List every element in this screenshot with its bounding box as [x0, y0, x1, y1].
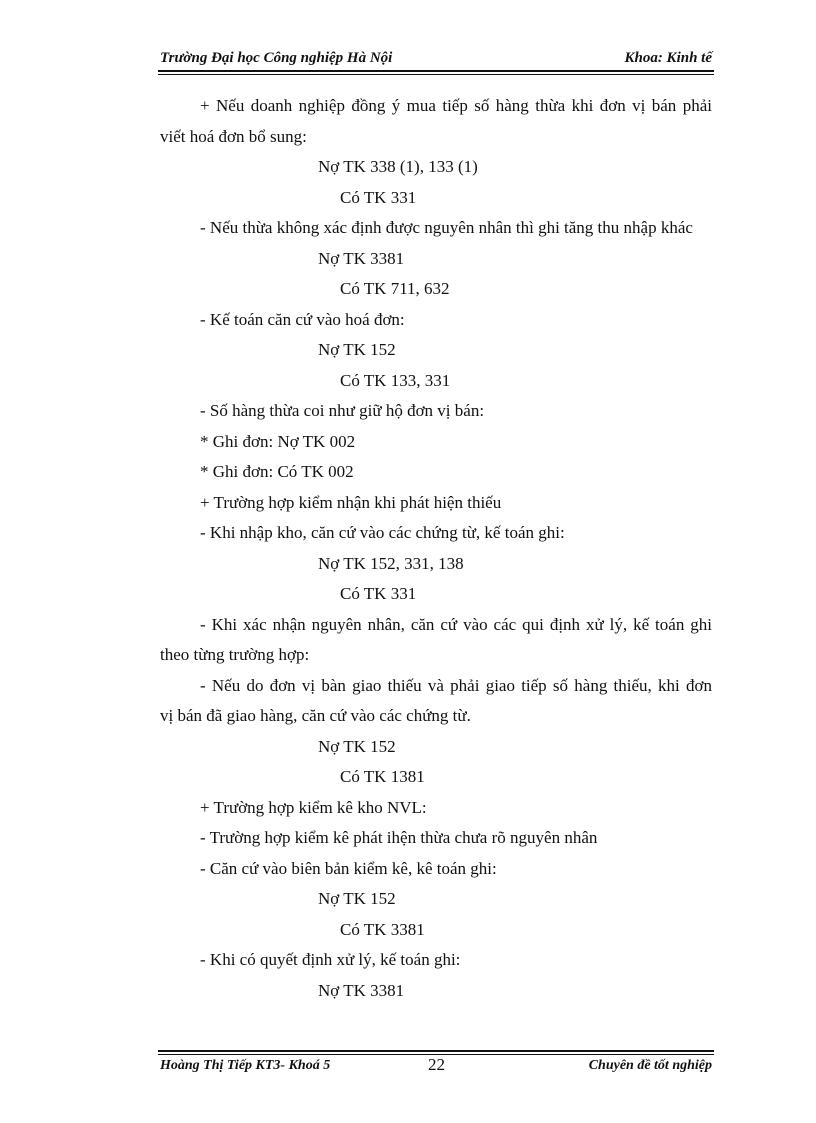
paragraph-line: - Kế toán căn cứ vào hoá đơn: — [200, 309, 405, 329]
paragraph-line: - Căn cứ vào biên bản kiểm kê, kê toán ghi: — [200, 858, 497, 878]
paragraph-line: * Ghi đơn: Nợ TK 002 — [200, 431, 356, 451]
header-rule — [158, 70, 714, 72]
journal-credit: Có TK 331 — [340, 187, 417, 207]
journal-debit: Nợ TK 152, 331, 138 — [318, 553, 464, 573]
footer-rule — [158, 1050, 714, 1052]
header-school: Trường Đại học Công nghiệp Hà Nội — [160, 50, 393, 66]
page-header — [160, 50, 712, 72]
paragraph-line: - Khi xác nhận nguyên nhân, căn cứ vào các qui định xử lý, kế toán ghi — [200, 614, 712, 634]
page-footer — [160, 1055, 712, 1079]
journal-credit: Có TK 331 — [340, 584, 417, 603]
journal-debit: Nợ TK 3381 — [318, 980, 405, 1000]
footer-author: Hoàng Thị Tiếp KT3- Khoá 5 — [160, 1058, 331, 1073]
journal-credit: Có TK 3381 — [340, 919, 425, 939]
header-faculty: Khoa: Kinh tế — [624, 50, 712, 66]
journal-credit: Có TK 711, 632 — [340, 279, 450, 298]
footer-title: Chuyên đề tốt nghiệp — [588, 1058, 712, 1073]
paragraph-line: - Khi nhập kho, căn cứ vào các chứng từ, kế toán ghi: — [200, 523, 565, 542]
paragraph-line: - Trường hợp kiểm kê phát ihện thừa chưa rõ nguyên nhân — [200, 828, 598, 847]
paragraph-line: - Nếu do đơn vị bàn giao thiếu và phải giao tiếp số hàng thiếu, khi đơn — [200, 675, 712, 695]
paragraph-line: theo từng trường hợp: — [160, 645, 310, 664]
paragraph-line: + Nếu doanh nghiệp đồng ý mua tiếp số hàng thừa khi đơn vị bán phải — [200, 96, 712, 115]
journal-debit: Nợ TK 3381 — [318, 248, 405, 268]
paragraph-line: + Trường hợp kiểm nhận khi phát hiện thiếu — [200, 492, 502, 512]
journal-debit: Nợ TK 152 — [318, 889, 396, 908]
page-number: 22 — [428, 1055, 445, 1074]
document-body — [160, 91, 712, 1006]
paragraph-line: viết hoá đơn bổ sung: — [160, 126, 307, 146]
journal-credit: Có TK 133, 331 — [340, 370, 451, 390]
paragraph-line: + Trường hợp kiểm kê kho NVL: — [200, 797, 427, 817]
paragraph-line: - Số hàng thừa coi như giữ hộ đơn vị bán: — [200, 401, 485, 420]
paragraph-line: - Nếu thừa không xác định được nguyên nhân thì ghi tăng thu nhập khác — [200, 218, 693, 237]
paragraph-line: vị bán đã giao hàng, căn cứ vào các chứng từ. — [160, 706, 471, 725]
paragraph-line: * Ghi đơn: Có TK 002 — [200, 462, 354, 481]
paragraph-line: - Khi có quyết định xử lý, kế toán ghi: — [200, 950, 461, 969]
header-rule-thin — [158, 74, 714, 75]
journal-debit: Nợ TK 338 (1), 133 (1) — [318, 157, 478, 176]
journal-credit: Có TK 1381 — [340, 767, 425, 786]
journal-debit: Nợ TK 152 — [318, 340, 396, 359]
journal-debit: Nợ TK 152 — [318, 736, 396, 756]
